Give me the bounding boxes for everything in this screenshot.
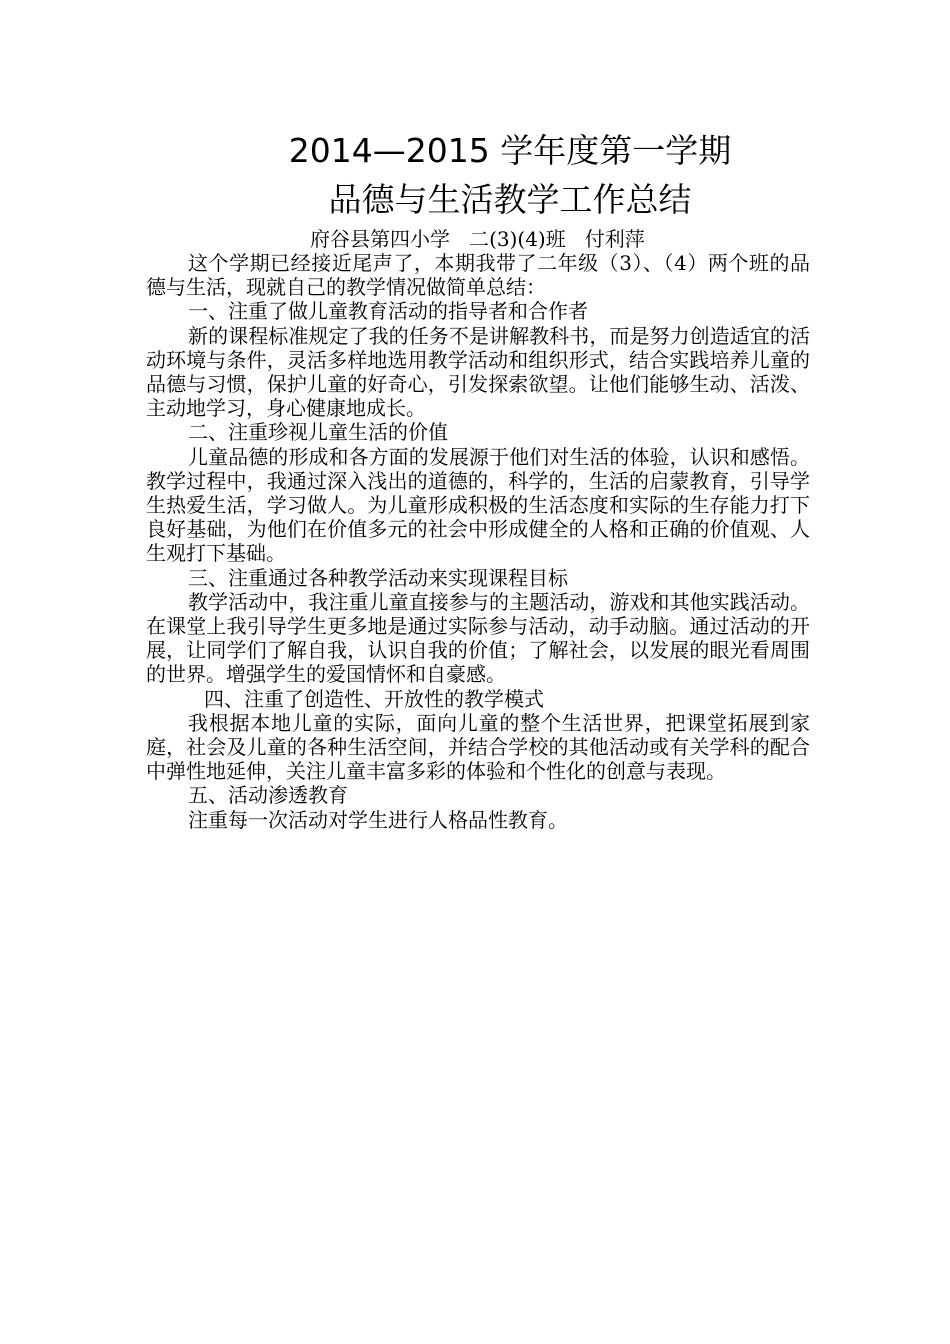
- section-heading-5: 五、活动渗透教育: [188, 783, 348, 808]
- section-paragraph-2: 儿童品德的形成和各方面的发展源于他们对生活的体验，认识和感悟。教学过程中，我通过深入浅出的道德的，科学的，生活的启蒙教育，引导学生热爱生活，学习做人。为儿童形成积极的生活态度和实际的生存能力打下良好基础，为他们在价值多元的社会中形成健全的人格和正确的价值观、人生观打下基础。: [146, 444, 810, 566]
- section-paragraph-5: 注重每一次活动对学生进行人格品性教育。: [188, 807, 568, 832]
- section-heading-1: 一、注重了做儿童教育活动的指导者和合作者: [188, 299, 588, 324]
- section-paragraph-3: 教学活动中，我注重儿童直接参与的主题活动，游戏和其他实践活动。在课堂上我引导学生更多地是通过实际参与活动，动手动脑。通过活动的开展，让同学们了解自我，认识自我的价值；了解社会，以发展的眼光看周围的世界。增强学生的爱国情怀和自豪感。: [146, 589, 810, 687]
- intro-paragraph: 这个学期已经接近尾声了，本期我带了二年级（3）、（4）两个班的品德与生活，现就自己的教学情况做简单总结：: [146, 251, 810, 300]
- section-heading-4: 四、注重了创造性、开放性的教学模式: [204, 686, 544, 711]
- title-line-2: 品德与生活教学工作总结: [328, 180, 692, 219]
- document-body: [146, 251, 810, 832]
- section-paragraph-4: 我根据本地儿童的实际，面向儿童的整个生活世界，把课堂拓展到家庭，社会及儿童的各种生活空间，并结合学校的其他活动或有关学科的配合中弹性地延伸，关注儿童丰富多彩的体验和个性化的创意与表现。: [146, 710, 810, 784]
- author-byline: 府谷县第四小学 二(3)(4)班 付利萍: [310, 227, 645, 251]
- title-line-1: 2014—2015 学年度第一学期: [288, 131, 732, 170]
- section-heading-3: 三、注重通过各种教学活动来实现课程目标: [188, 565, 568, 590]
- section-paragraph-1: 新的课程标准规定了我的任务不是讲解教科书，而是努力创造适宜的活动环境与条件，灵活多样地选用教学活动和组织形式，结合实践培养儿童的品德与习惯，保护儿童的好奇心，引发探索欲望。让他们能够生动、活泼、主动地学习，身心健康地成长。: [146, 323, 810, 421]
- section-heading-2: 二、注重珍视儿童生活的价值: [188, 420, 448, 445]
